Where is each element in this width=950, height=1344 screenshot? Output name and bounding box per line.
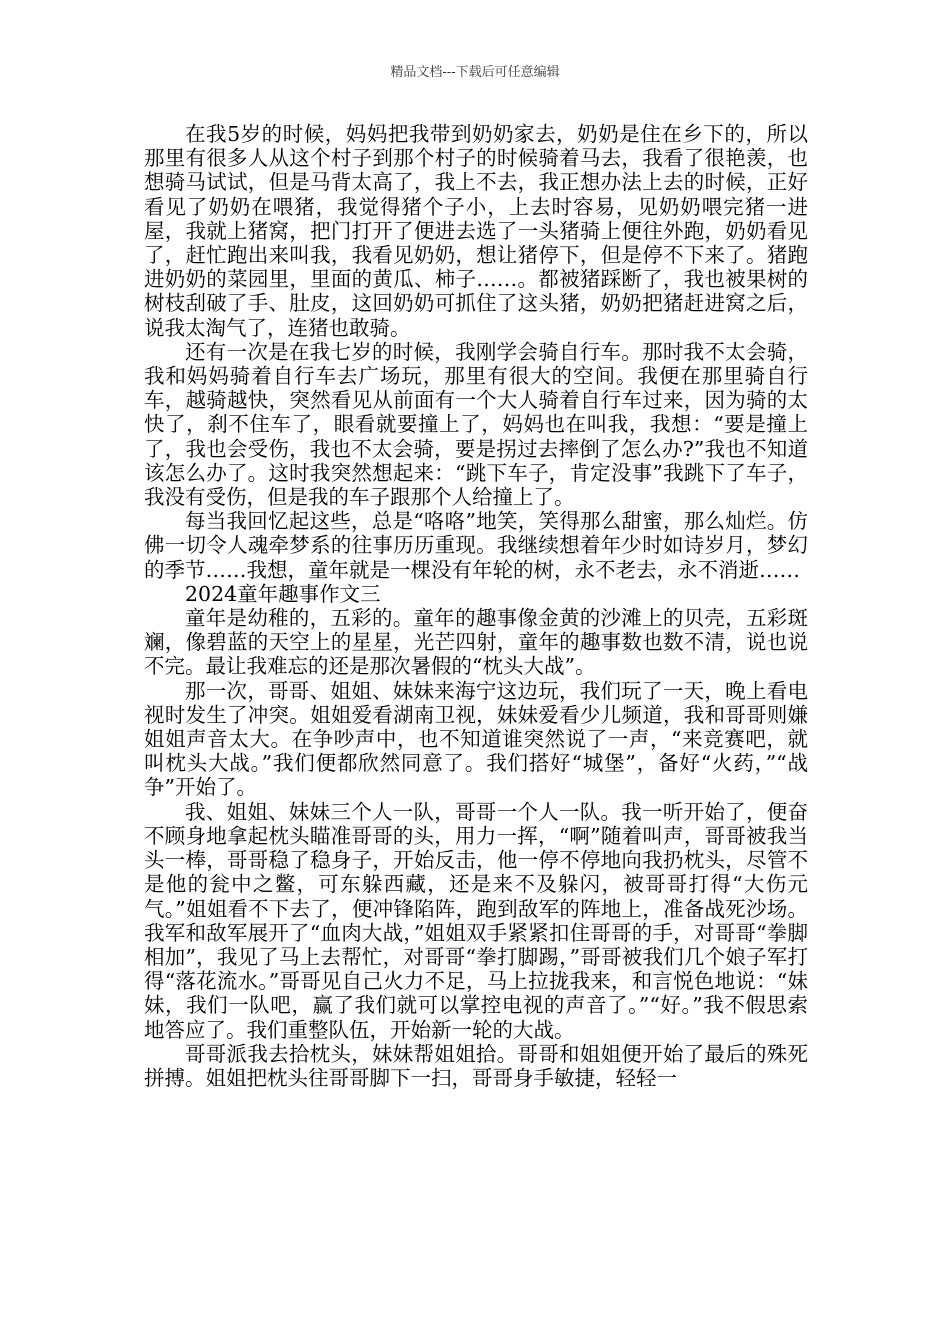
paragraph: 我、姐姐、妹妹三个人一队，哥哥一个人一队。我一听开始了，便奋不顾身地拿起枕头瞄准哥哥的头，用力一挥，“啊”随着叫声，哥哥被我当头一棒，哥哥稳了稳身子，开始反击，他一停不停地向我扔枕头，尽管不是他的瓮中之鳖，可东躲西藏，还是来不及躲闪，被哥哥打得“大伤元气。”姐姐看不下去了，便冲锋陷阵，跑到敌军的阵地上，准备战死沙场。我军和敌军展开了“血肉大战，”姐姐双手紧紧扣住哥哥的手，对哥哥“拳脚相加”，我见了马上去帮忙，对哥哥“拳打脚踢，”哥哥被我们几个娘子军打得“落花流水。”哥哥见自己火力不足，马上拉拢我来，和言悦色地说：“妹妹，我们一队吧，赢了我们就可以掌控电视的声音了。”“好。”我不假思索地答应了。我们重整队伍，开始新一轮的大战。 bbox=[144, 799, 808, 1042]
paragraph: 每当我回忆起这些，总是“咯咯”地笑，笑得那么甜蜜，那么灿烂。仿佛一切令人魂牵梦系的往事历历重现。我继续想着年少时如诗岁月，梦幻的季节……我想，童年就是一棵没有年轮的树，永不老去，永不消逝…… bbox=[144, 509, 808, 582]
section-heading: 2024童年趣事作文三 bbox=[185, 581, 381, 606]
paragraph: 哥哥派我去拾枕头，妹妹帮姐姐拾。哥哥和姐姐便开始了最后的殊死拼搏。姐姐把枕头往哥哥脚下一扫，哥哥身手敏捷，轻轻一 bbox=[144, 1041, 808, 1090]
paragraph: 童年是幼稚的，五彩的。童年的趣事像金黄的沙滩上的贝壳，五彩斑斓，像碧蓝的天空上的星星，光芒四射，童年的趣事数也数不清，说也说不完。最让我难忘的还是那次暑假的“枕头大战”。 bbox=[144, 606, 808, 679]
paragraph: 那一次，哥哥、姐姐、妹妹来海宁这边玩，我们玩了一天，晚上看电视时发生了冲突。姐姐爱看湖南卫视，妹妹爱看少儿频道，我和哥哥则嫌姐姐声音太大。在争吵声中，也不知道谁突然说了一声，“来竞赛吧，就叫枕头大战。”我们便都欣然同意了。我们搭好“城堡”，备好“火药，”“战争”开始了。 bbox=[144, 678, 808, 800]
paragraph: 在我5岁的时候，妈妈把我带到奶奶家去，奶奶是住在乡下的，所以那里有很多人从这个村子到那个村子的时候骑着马去，我看了很艳羡，也想骑马试试，但是马背太高了，我上不去，我正想办法上去的时候，正好看见了奶奶在喂猪，我觉得猪个子小，上去时容易，见奶奶喂完猪一进屋，我就上猪窝，把门打开了便进去选了一头猪骑上便往外跑，奶奶看见了，赶忙跑出来叫我，我看见奶奶，想让猪停下，但是停不下来了。猪跑进奶奶的菜园里，里面的黄瓜、柿子……。都被猪踩断了，我也被果树的树枝刮破了手、肚皮，这回奶奶可抓住了这头猪，奶奶把猪赶进窝之后，说我太淘气了，连猪也敢骑。 bbox=[144, 122, 808, 340]
document-body bbox=[144, 122, 808, 1090]
page-header: 精品文档---下载后可任意编辑 bbox=[390, 65, 560, 80]
paragraph: 还有一次是在我七岁的时候，我刚学会骑自行车。那时我不太会骑，我和妈妈骑着自行车去广场玩，那里有很大的空间。我便在那里骑自行车，越骑越快，突然看见从前面有一个大人骑着自行车过来，因为骑的太快了，刹不住车了，眼看就要撞上了，妈妈也在叫我，我想：“要是撞上了，我也会受伤，我也不太会骑，要是拐过去摔倒了怎么办?”我也不知道该怎么办了。这时我突然想起来：“跳下车子，肯定没事”我跳下了车子，我没有受伤，但是我的车子跟那个人给撞上了。 bbox=[144, 339, 808, 510]
